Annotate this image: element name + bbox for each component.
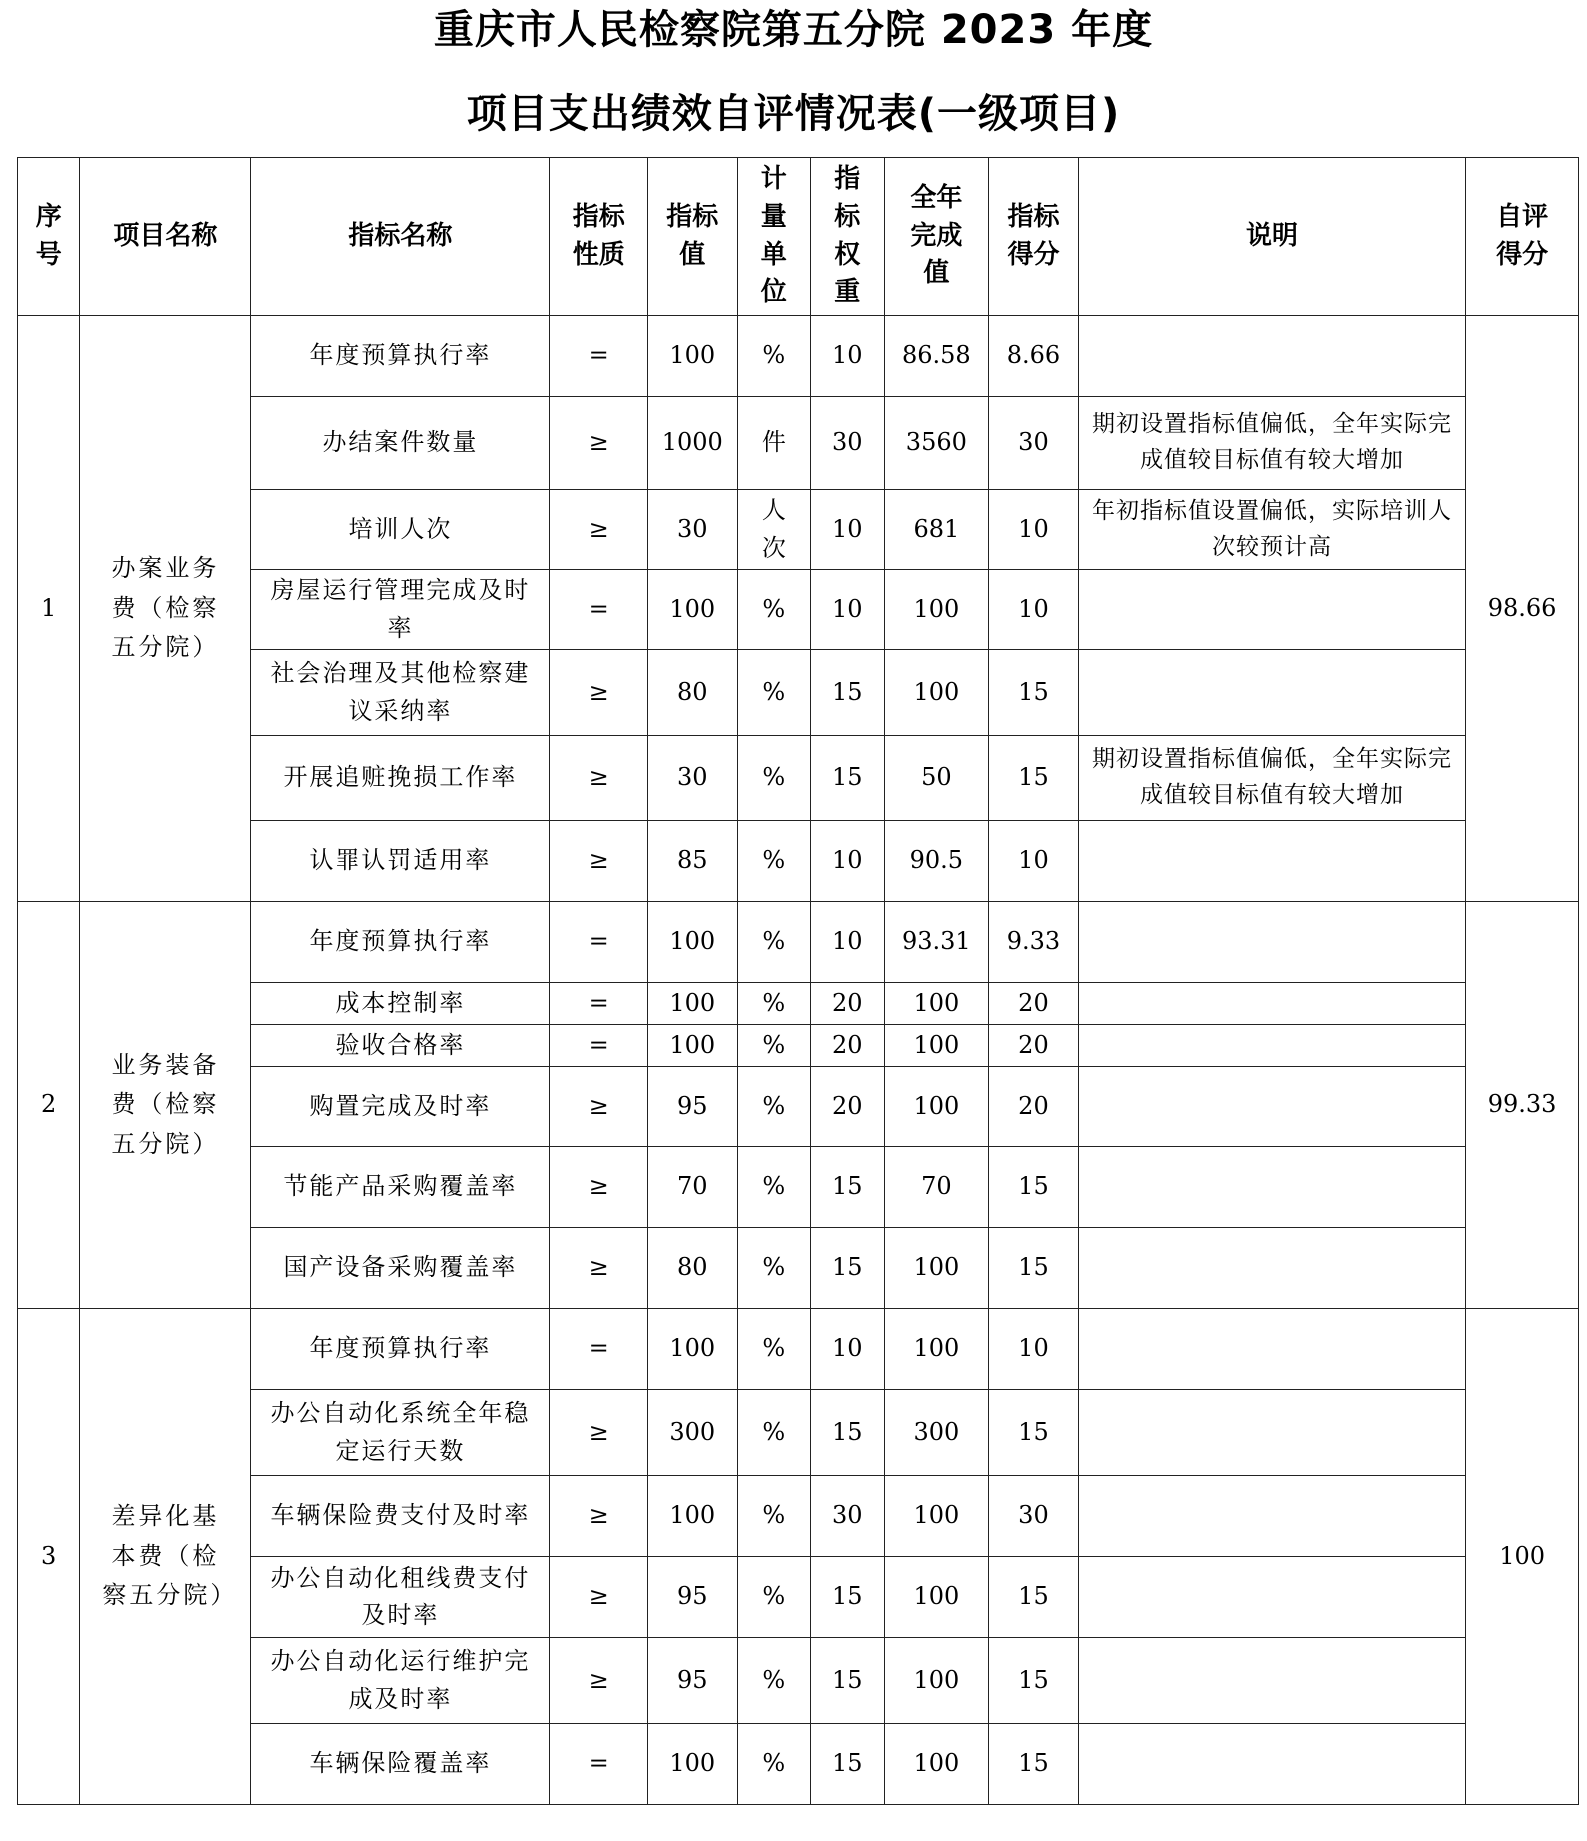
cell-indicator: 培训人次 — [251, 490, 550, 570]
cell-unit: % — [737, 1025, 810, 1067]
project-seq-cell: 1 — [18, 316, 80, 902]
page-title: 重庆市人民检察院第五分院 2023 年度 — [433, 7, 1154, 53]
cell-unit: % — [737, 1557, 810, 1638]
cell-indicator: 年度预算执行率 — [251, 902, 550, 983]
cell-indicator: 年度预算执行率 — [251, 316, 550, 397]
table-row — [18, 1228, 1579, 1309]
cell-indicator: 验收合格率 — [251, 1025, 550, 1067]
cell-indicator: 节能产品采购覆盖率 — [251, 1147, 550, 1228]
table-row — [18, 1309, 1579, 1390]
cell-unit: % — [737, 821, 810, 902]
cell-note: 期初设置指标值偏低，全年实际完成值较目标值有较大增加 — [1078, 397, 1465, 490]
cell-indicator: 认罪认罚适用率 — [251, 821, 550, 902]
cell-actual: 100 — [884, 1557, 989, 1638]
page-subtitle: 项目支出绩效自评情况表(一级项目) — [466, 91, 1121, 137]
cell-weight: 15 — [811, 736, 884, 821]
table-row — [18, 397, 1579, 490]
cell-note — [1078, 650, 1465, 736]
table-row — [18, 821, 1579, 902]
cell-target: 1000 — [648, 397, 738, 490]
cell-nature: = — [550, 1025, 648, 1067]
cell-target: 100 — [648, 570, 738, 650]
table-row — [18, 1557, 1579, 1638]
cell-indicator: 车辆保险覆盖率 — [251, 1724, 550, 1805]
table-row — [18, 570, 1579, 650]
cell-unit: % — [737, 1724, 810, 1805]
table-row — [18, 316, 1579, 397]
cell-indicator: 开展追赃挽损工作率 — [251, 736, 550, 821]
cell-score: 15 — [989, 736, 1079, 821]
table-row — [18, 736, 1579, 821]
cell-weight: 15 — [811, 1638, 884, 1724]
cell-actual: 100 — [884, 1067, 989, 1147]
cell-weight: 20 — [811, 1067, 884, 1147]
header-actual: 全年完成值 — [884, 158, 989, 316]
table-row — [18, 1476, 1579, 1557]
cell-actual: 100 — [884, 1309, 989, 1390]
cell-score: 9.33 — [989, 902, 1079, 983]
cell-nature: = — [550, 316, 648, 397]
cell-note — [1078, 1638, 1465, 1724]
cell-indicator: 年度预算执行率 — [251, 1309, 550, 1390]
cell-indicator: 房屋运行管理完成及时率 — [251, 570, 550, 650]
cell-note — [1078, 1476, 1465, 1557]
cell-indicator: 办结案件数量 — [251, 397, 550, 490]
cell-note — [1078, 1147, 1465, 1228]
cell-weight: 10 — [811, 570, 884, 650]
cell-actual: 100 — [884, 570, 989, 650]
header-note: 说明 — [1078, 158, 1465, 316]
cell-note — [1078, 1724, 1465, 1805]
cell-nature: ≥ — [550, 1638, 648, 1724]
cell-target: 95 — [648, 1638, 738, 1724]
cell-nature: = — [550, 1309, 648, 1390]
cell-weight: 15 — [811, 1724, 884, 1805]
cell-nature: ≥ — [550, 736, 648, 821]
cell-actual: 3560 — [884, 397, 989, 490]
cell-weight: 30 — [811, 1476, 884, 1557]
cell-weight: 10 — [811, 1309, 884, 1390]
cell-actual: 100 — [884, 1724, 989, 1805]
cell-score: 8.66 — [989, 316, 1079, 397]
table-row — [18, 1025, 1579, 1067]
cell-weight: 30 — [811, 397, 884, 490]
header-indicator-name: 指标名称 — [251, 158, 550, 316]
cell-nature: ≥ — [550, 650, 648, 736]
cell-score: 15 — [989, 1724, 1079, 1805]
header-row — [18, 158, 1579, 316]
cell-nature: ≥ — [550, 1147, 648, 1228]
cell-target: 80 — [648, 1228, 738, 1309]
cell-unit: % — [737, 902, 810, 983]
table-body — [18, 316, 1579, 1805]
cell-actual: 100 — [884, 983, 989, 1025]
project-name-cell: 办案业务费（检察五分院） — [80, 316, 251, 902]
cell-actual: 100 — [884, 1638, 989, 1724]
cell-actual: 50 — [884, 736, 989, 821]
cell-weight: 10 — [811, 902, 884, 983]
cell-unit: % — [737, 1309, 810, 1390]
cell-unit: % — [737, 1390, 810, 1476]
cell-note — [1078, 1067, 1465, 1147]
table-row — [18, 650, 1579, 736]
header-score: 指标得分 — [989, 158, 1079, 316]
cell-score: 15 — [989, 1390, 1079, 1476]
cell-note — [1078, 1557, 1465, 1638]
cell-score: 10 — [989, 1309, 1079, 1390]
cell-indicator: 国产设备采购覆盖率 — [251, 1228, 550, 1309]
cell-weight: 10 — [811, 490, 884, 570]
cell-note — [1078, 902, 1465, 983]
cell-unit: % — [737, 316, 810, 397]
cell-weight: 15 — [811, 1557, 884, 1638]
cell-nature: ≥ — [550, 397, 648, 490]
cell-unit: % — [737, 736, 810, 821]
cell-note — [1078, 316, 1465, 397]
cell-score: 20 — [989, 1067, 1079, 1147]
cell-score: 30 — [989, 397, 1079, 490]
table-row — [18, 1147, 1579, 1228]
cell-score: 30 — [989, 1476, 1079, 1557]
cell-unit: 人次 — [737, 490, 810, 570]
cell-unit: % — [737, 1147, 810, 1228]
header-unit: 计量单位 — [737, 158, 810, 316]
cell-actual: 100 — [884, 1228, 989, 1309]
cell-note — [1078, 1025, 1465, 1067]
project-name-cell: 差异化基本费（检察五分院） — [80, 1309, 251, 1805]
cell-note: 期初设置指标值偏低，全年实际完成值较目标值有较大增加 — [1078, 736, 1465, 821]
table-row — [18, 1638, 1579, 1724]
cell-target: 30 — [648, 490, 738, 570]
cell-actual: 300 — [884, 1390, 989, 1476]
cell-target: 100 — [648, 1476, 738, 1557]
cell-score: 15 — [989, 1147, 1079, 1228]
cell-nature: ≥ — [550, 490, 648, 570]
cell-nature: ≥ — [550, 1067, 648, 1147]
cell-score: 10 — [989, 821, 1079, 902]
cell-note — [1078, 1309, 1465, 1390]
cell-weight: 10 — [811, 821, 884, 902]
cell-score: 15 — [989, 650, 1079, 736]
cell-note — [1078, 570, 1465, 650]
cell-actual: 70 — [884, 1147, 989, 1228]
cell-target: 100 — [648, 983, 738, 1025]
cell-target: 100 — [648, 1025, 738, 1067]
cell-score: 20 — [989, 1025, 1079, 1067]
cell-score: 15 — [989, 1228, 1079, 1309]
table-row — [18, 1390, 1579, 1476]
cell-score: 10 — [989, 570, 1079, 650]
cell-nature: = — [550, 570, 648, 650]
cell-indicator: 社会治理及其他检察建议采纳率 — [251, 650, 550, 736]
cell-score: 15 — [989, 1638, 1079, 1724]
cell-unit: % — [737, 1476, 810, 1557]
header-target: 指标值 — [648, 158, 738, 316]
cell-indicator: 成本控制率 — [251, 983, 550, 1025]
cell-unit: % — [737, 650, 810, 736]
project-self-score-cell: 99.33 — [1466, 902, 1579, 1309]
cell-target: 80 — [648, 650, 738, 736]
cell-actual: 100 — [884, 1025, 989, 1067]
header-project-name: 项目名称 — [80, 158, 251, 316]
header-self-score: 自评得分 — [1466, 158, 1579, 316]
cell-target: 85 — [648, 821, 738, 902]
cell-nature: ≥ — [550, 1476, 648, 1557]
project-seq-cell: 3 — [18, 1309, 80, 1805]
cell-target: 100 — [648, 902, 738, 983]
project-self-score-cell: 98.66 — [1466, 316, 1579, 902]
cell-weight: 15 — [811, 650, 884, 736]
cell-nature: = — [550, 983, 648, 1025]
table-row — [18, 1724, 1579, 1805]
cell-target: 95 — [648, 1557, 738, 1638]
cell-indicator: 办公自动化系统全年稳定运行天数 — [251, 1390, 550, 1476]
cell-indicator: 购置完成及时率 — [251, 1067, 550, 1147]
performance-table — [17, 157, 1579, 1805]
cell-target: 100 — [648, 1309, 738, 1390]
cell-nature: = — [550, 902, 648, 983]
cell-target: 30 — [648, 736, 738, 821]
cell-actual: 100 — [884, 1476, 989, 1557]
cell-target: 95 — [648, 1067, 738, 1147]
cell-actual: 90.5 — [884, 821, 989, 902]
header-nature: 指标性质 — [550, 158, 648, 316]
cell-indicator: 办公自动化租线费支付及时率 — [251, 1557, 550, 1638]
cell-nature: ≥ — [550, 1228, 648, 1309]
cell-note — [1078, 1390, 1465, 1476]
cell-target: 300 — [648, 1390, 738, 1476]
cell-unit: % — [737, 1228, 810, 1309]
cell-nature: ≥ — [550, 1557, 648, 1638]
cell-indicator: 办公自动化运行维护完成及时率 — [251, 1638, 550, 1724]
table-row — [18, 490, 1579, 570]
cell-weight: 20 — [811, 983, 884, 1025]
cell-note — [1078, 1228, 1465, 1309]
cell-score: 20 — [989, 983, 1079, 1025]
cell-score: 15 — [989, 1557, 1079, 1638]
table-row — [18, 1067, 1579, 1147]
cell-nature: ≥ — [550, 1390, 648, 1476]
cell-weight: 15 — [811, 1147, 884, 1228]
cell-score: 10 — [989, 490, 1079, 570]
cell-actual: 100 — [884, 650, 989, 736]
cell-weight: 15 — [811, 1390, 884, 1476]
cell-note: 年初指标值设置偏低，实际培训人次较预计高 — [1078, 490, 1465, 570]
project-self-score-cell: 100 — [1466, 1309, 1579, 1805]
cell-unit: % — [737, 1638, 810, 1724]
cell-unit: % — [737, 1067, 810, 1147]
header-weight: 指标权重 — [811, 158, 884, 316]
project-seq-cell: 2 — [18, 902, 80, 1309]
cell-nature: = — [550, 1724, 648, 1805]
cell-actual: 93.31 — [884, 902, 989, 983]
cell-weight: 10 — [811, 316, 884, 397]
cell-note — [1078, 821, 1465, 902]
cell-unit: % — [737, 983, 810, 1025]
cell-weight: 20 — [811, 1025, 884, 1067]
cell-target: 70 — [648, 1147, 738, 1228]
cell-note — [1078, 983, 1465, 1025]
cell-indicator: 车辆保险费支付及时率 — [251, 1476, 550, 1557]
cell-actual: 86.58 — [884, 316, 989, 397]
project-name-cell: 业务装备费（检察五分院） — [80, 902, 251, 1309]
cell-target: 100 — [648, 1724, 738, 1805]
cell-actual: 681 — [884, 490, 989, 570]
cell-target: 100 — [648, 316, 738, 397]
cell-nature: ≥ — [550, 821, 648, 902]
header-seq: 序号 — [18, 158, 80, 316]
table-row — [18, 983, 1579, 1025]
cell-unit: % — [737, 570, 810, 650]
cell-weight: 15 — [811, 1228, 884, 1309]
cell-unit: 件 — [737, 397, 810, 490]
table-row — [18, 902, 1579, 983]
